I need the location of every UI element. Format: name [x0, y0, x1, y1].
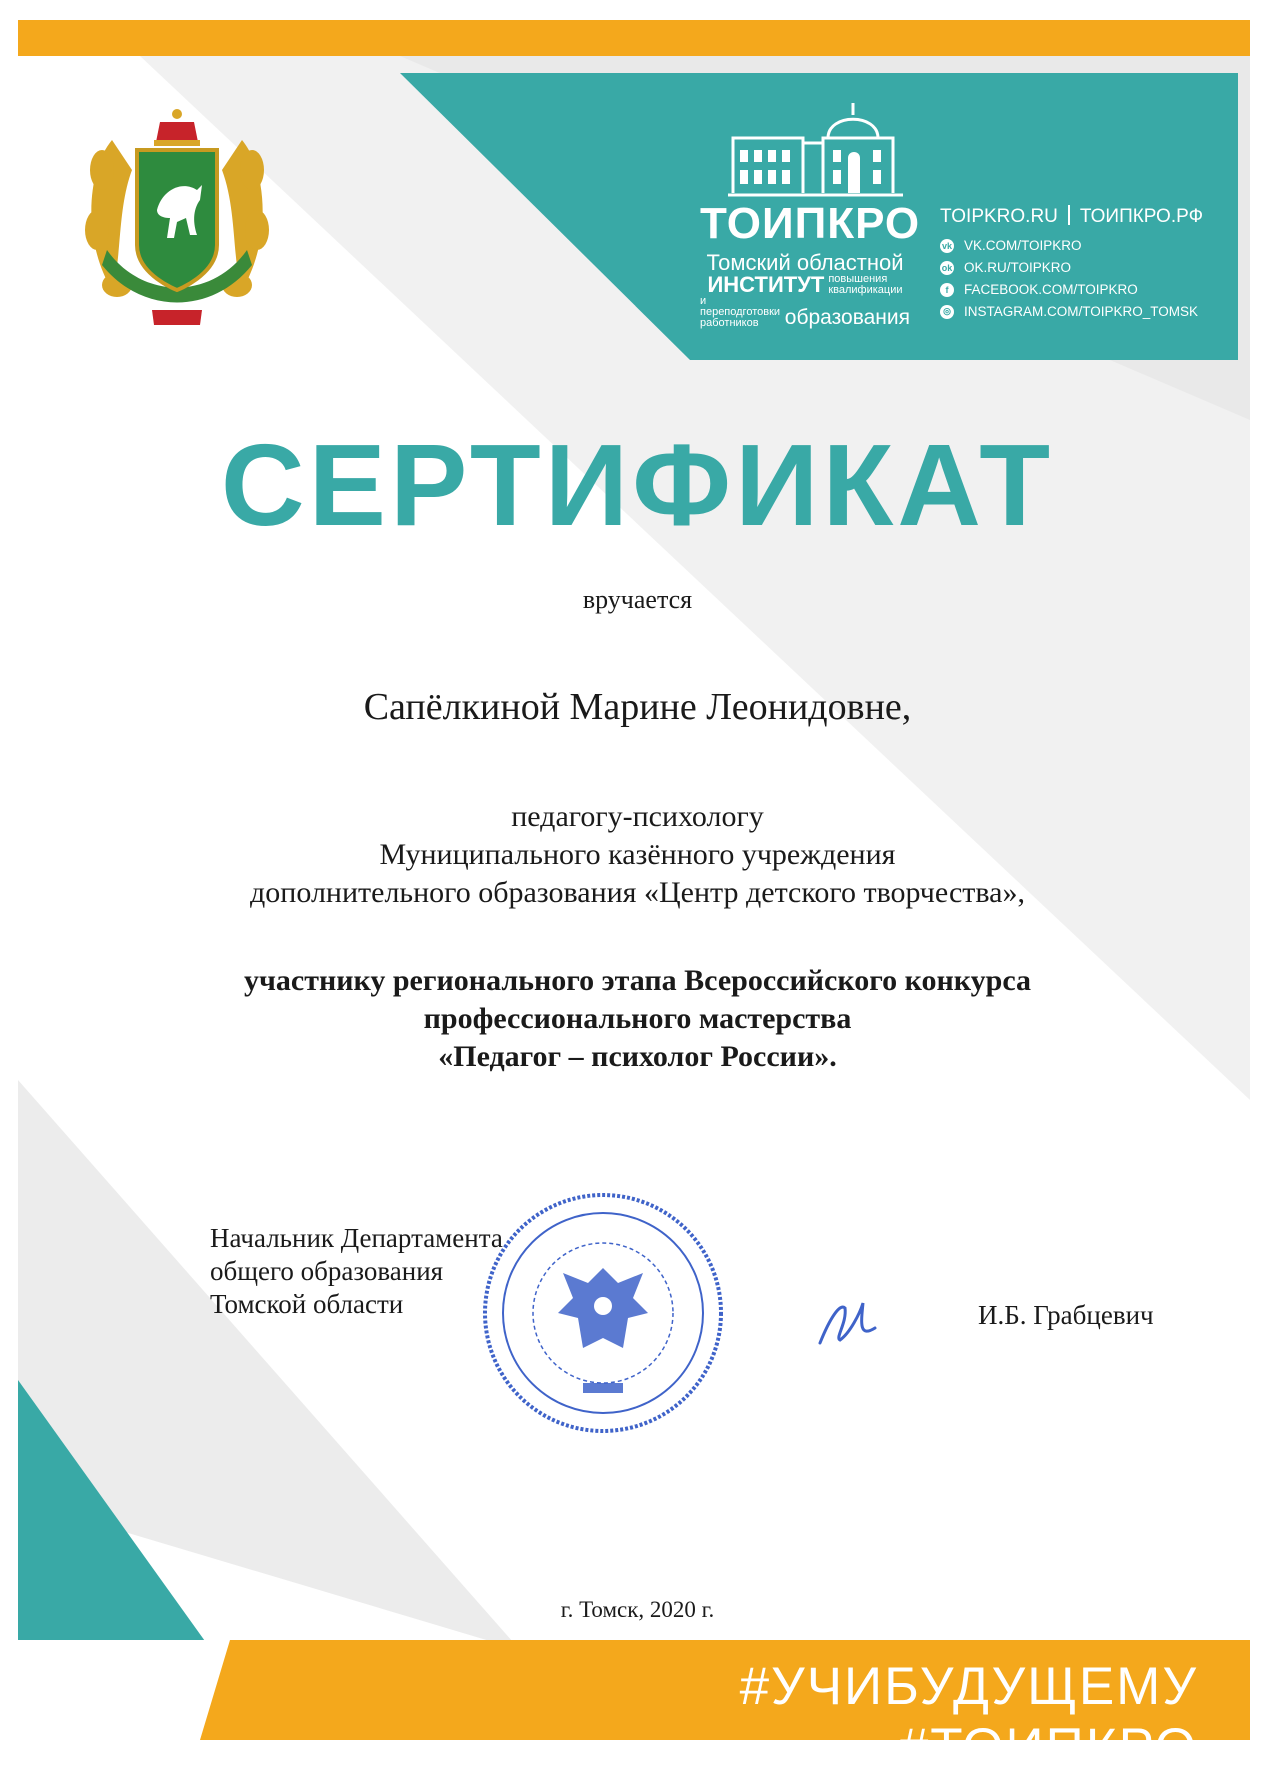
logo-education: образования [784, 306, 910, 329]
position-line: дополнительного образования «Центр детского творчества», [250, 876, 1025, 909]
awarded-label: вручается [582, 585, 693, 614]
logo-title: ТОИПКРО [700, 199, 921, 248]
achievement-line: «Педагог – психолог России». [438, 1040, 837, 1073]
footer-hashtags: #УЧИБУДУЩЕМУ #ТОИПКРО [739, 1657, 1198, 1777]
social-link-vk[interactable]: vk VK.COM/TOIPKRO [941, 238, 1082, 253]
position-line: Муниципального казённого учреждения [379, 838, 896, 871]
ok-icon: ok [941, 262, 953, 273]
signer-title-line: Начальник Департамента [210, 1223, 503, 1253]
site-link-2[interactable]: ТОИПКРО.РФ [1079, 206, 1204, 227]
recipient-position [0, 798, 1275, 912]
social-link-ok[interactable]: ok OK.RU/TOIPKRO [941, 260, 1072, 275]
city-date: г. Томск, 2020 г. [560, 1597, 715, 1622]
logo-institute: ИНСТИТУТ [707, 272, 825, 297]
signer-title-line: общего образования [210, 1256, 444, 1286]
logo-upgrade2: квалификации [828, 284, 903, 296]
toipkro-building-logo [728, 98, 908, 198]
achievement-line: профессионального мастерства [423, 1002, 852, 1035]
achievement-line: участнику регионального этапа Всероссийского конкурса [243, 964, 1032, 997]
logo-subtitle [700, 252, 910, 329]
site-link-1[interactable]: TOIPKRO.RU [940, 206, 1058, 227]
instagram-icon: ◎ [940, 305, 954, 319]
signer-title-line: Томской области [210, 1289, 404, 1319]
logo-line1: Томский областной [706, 250, 904, 275]
vk-icon: vk [941, 240, 952, 251]
social-link-facebook[interactable]: f FACEBOOK.COM/TOIPKRO [940, 282, 1203, 297]
social-link-instagram[interactable]: ◎ INSTAGRAM.COM/TOIPKRO_TOMSK [940, 304, 1203, 319]
facebook-icon: f [940, 283, 954, 297]
signer-title [210, 1222, 503, 1321]
signer-name: И.Б. Грабцевич [978, 1300, 1154, 1330]
logo-retraining2: работников [700, 317, 759, 329]
achievement-text [0, 962, 1275, 1076]
contact-links [940, 205, 1203, 326]
coat-of-arms-emblem [82, 100, 272, 335]
handwritten-signature [815, 1298, 885, 1348]
logo-retraining1: и переподготовки [700, 295, 781, 318]
recipient-name: Сапёлкиной Марине Леонидовне, [363, 686, 912, 728]
logo-upgrade1: повышения [828, 273, 888, 285]
position-line: педагогу-психологу [511, 800, 764, 833]
official-seal-stamp [478, 1188, 728, 1438]
certificate-title: СЕРТИФИКАТ [220, 420, 1055, 550]
